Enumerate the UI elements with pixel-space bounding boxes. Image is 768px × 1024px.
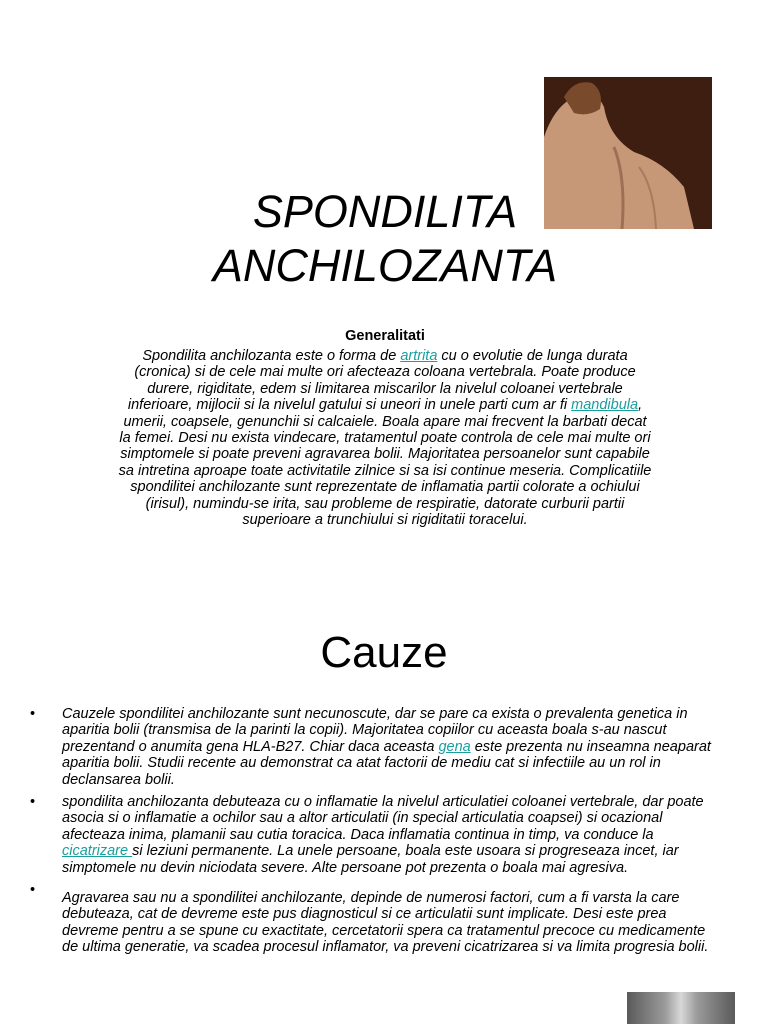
list-item <box>30 794 720 876</box>
b2-text-1: spondilita anchilozanta debuteaza cu o inflamatie la nivelul articulatiei coloanei vertebrale, dar poate asocia si o inflamatie a ochilor sau a altor articulatii (in special articulatia coapsei) si ocazional afecteaza inima, plamanii sau cutia toracica. Daca inflamatia continua in timp, va conduce la <box>62 794 704 843</box>
artrita-link[interactable]: artrita <box>400 348 438 364</box>
page-title <box>150 185 620 293</box>
gen-text-2: cu o evolutie de lunga durata (cronica) si de cele mai multe ori afecteaza coloana vertebrala. Poate produce durere, rigiditate, edem si limitarea miscarilor la nivelul coloanei vertebrale inferioare, mijlocii si la nivelul gatului si uneori in unele parti cum ar fi <box>127 348 636 414</box>
gen-text-1: Spondilita anchilozanta este o forma de <box>142 348 401 364</box>
generalitati-paragraph <box>118 348 652 528</box>
mandibula-link[interactable]: mandibula <box>571 397 639 414</box>
bullet-icon: • <box>30 706 36 722</box>
cauze-heading: Cauze <box>320 628 448 677</box>
cicatrizare-link[interactable]: cicatrizare <box>62 843 133 860</box>
b1-text-1: Cauzele spondilitei anchilozante sunt necunoscute, dar se pare ca exista o prevalenta genetica in aparitia bolii (transmisa de la parinti la copii). Majoritatea copiilor cu aceasta boala s-au nascut prezentand o anumita gena HLA-B27. Chiar daca aceasta <box>62 706 688 755</box>
list-item <box>30 706 720 788</box>
gen-text-3: , umerii, coapsele, genunchii si calcaiele. Boala apare mai frecvent la barbati decat la femei. Desi nu exista vindecare, tratamentul poate controla de cele mai multe ori simptomele si poate preveni agravarea bolii. Majoritatea persoanelor sunt capabile sa intretina aproape toate activitatile zilnice si sa isi continue meseria. Complicatiile spondilitei anchilozante sunt reprezentate de inflamatia partii colorate a ochiului (irisul), numindu-se irita, sau probleme de respiratie, datorate curburii partii superioare a trunchiului si rigiditatii toracelui. <box>118 397 652 529</box>
list-item <box>30 882 720 956</box>
title-line-2: ANCHILOZANTA <box>212 240 558 291</box>
generalitati-heading: Generalitati <box>345 328 425 344</box>
b3-text: Agravarea sau nu a spondilitei anchilozante, depinde de numerosi factori, cum a fi varsta la care debuteaza, cat de devreme este pus diagnosticul si ce articulatii sunt implicate. Desi este prea devreme pentru a se spune cu exactitate, cercetatorii spera ca tratamentul precoce cu medicamente de ultima generatie, va scadea procesul inflamator, va preveni cicatrizarea si va limita progresia bolii. <box>62 890 709 956</box>
bullet-icon: • <box>30 882 36 899</box>
b1-text-2: este prezenta nu inseamna neaparat aparitia bolii. Studii recente au demonstrat ca atat factorii de mediu cat si infectiile au un rol in declansarea bolii. <box>62 738 711 788</box>
title-line-1: SPONDILITA <box>252 186 518 237</box>
gena-link[interactable]: gena <box>438 738 471 755</box>
bullet-icon: • <box>30 794 36 811</box>
cauze-list <box>30 706 720 962</box>
xray-image <box>627 992 735 1024</box>
b2-text-2: si leziuni permanente. La unele persoane, boala este usoara si progreseaza incet, iar simptomele nu devin niciodata severe. Alte persoane pot prezenta o boala mai agresiva. <box>62 843 679 876</box>
